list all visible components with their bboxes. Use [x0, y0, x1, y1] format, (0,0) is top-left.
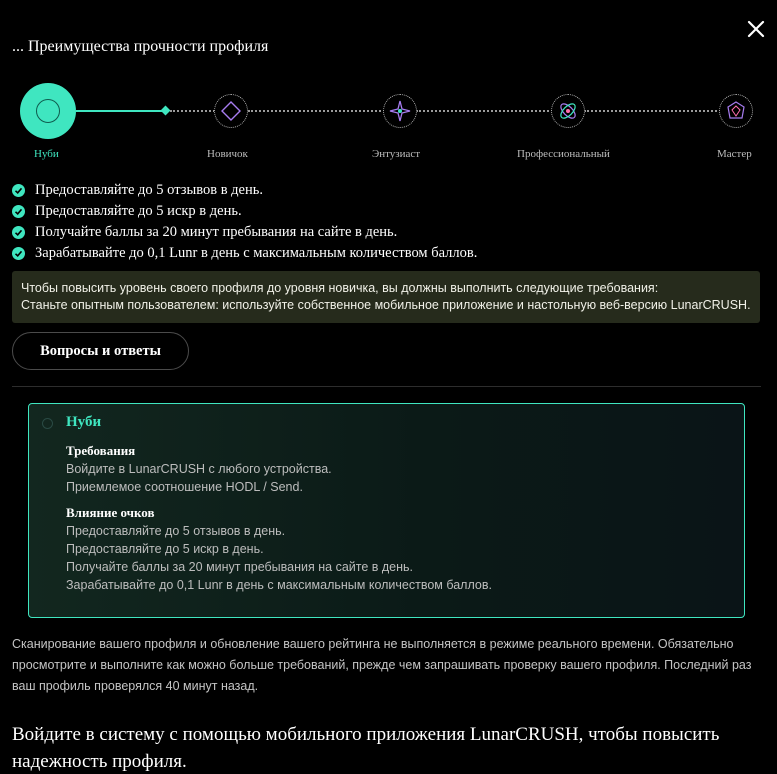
list-item [12, 222, 477, 243]
list-item [12, 180, 477, 201]
level-label-professional: Профессиональный [517, 148, 610, 160]
level-card-noob [28, 403, 745, 618]
check-icon [12, 226, 25, 239]
close-icon[interactable] [743, 16, 769, 42]
list-item [12, 201, 477, 222]
level-node-master[interactable] [719, 94, 753, 128]
level-node-noob[interactable] [20, 83, 76, 139]
progress-dotted-segment [170, 110, 218, 112]
list-item: Предоставляйте до 5 отзывов в день. [66, 524, 286, 538]
gem-icon [725, 100, 747, 122]
sparkle-icon [389, 100, 411, 122]
progress-dotted-segment [584, 110, 724, 112]
upgrade-notice [12, 271, 760, 323]
notice-line: Чтобы повысить уровень своего профиля до уровня новичка, вы должны выполнить следующие требования: [21, 281, 659, 295]
card-title: Нуби [66, 414, 102, 430]
benefit-text: Предоставляйте до 5 отзывов в день. [35, 182, 263, 198]
faq-button[interactable]: Вопросы и ответы [12, 332, 189, 370]
radio-indicator[interactable] [42, 418, 53, 429]
level-node-professional[interactable] [551, 94, 585, 128]
divider [12, 386, 761, 387]
list-item: Предоставляйте до 5 искр в день. [66, 542, 264, 556]
list-item: Приемлемое соотношение HODL / Send. [66, 480, 303, 494]
impact-list [66, 522, 492, 594]
notice-line: Станьте опытным пользователем: используйте собственное мобильное приложение и настольную веб-версию LunarCRUSH. [21, 298, 751, 312]
login-call-to-action: Войдите в систему с помощью мобильного приложения LunarCRUSH, чтобы повысить надежность профиля. [12, 724, 720, 772]
check-icon [12, 247, 25, 260]
close-button[interactable] [743, 16, 769, 42]
benefit-text: Зарабатывайте до 0,1 Lunr в день с максимальным количеством баллов. [35, 245, 478, 261]
list-item [12, 243, 477, 264]
level-node-enthusiast[interactable] [383, 94, 417, 128]
requirements-heading: Требования [66, 443, 136, 458]
page-title: ... Преимущества прочности профиля [12, 38, 269, 55]
level-label-enthusiast: Энтузиаст [372, 148, 421, 160]
level-label-novice: Новичок [207, 148, 248, 160]
progress-marker [161, 106, 171, 116]
orbit-icon [557, 100, 579, 122]
benefit-text: Получайте баллы за 20 минут пребывания на сайте в день. [35, 224, 398, 240]
progress-fill [76, 110, 166, 112]
level-label-master: Мастер [717, 148, 752, 160]
list-item: Получайте баллы за 20 минут пребывания на сайте в день. [66, 560, 414, 574]
circle-icon [36, 99, 60, 123]
benefit-text: Предоставляйте до 5 искр в день. [35, 203, 242, 219]
level-node-novice[interactable] [214, 94, 248, 128]
list-item: Зарабатывайте до 0,1 Lunr в день с максимальным количеством баллов. [66, 578, 492, 592]
level-label-noob: Нуби [34, 148, 59, 160]
progress-dotted-segment [416, 110, 556, 112]
requirements-list [66, 460, 332, 496]
benefits-list [12, 180, 477, 264]
progress-dotted-segment [248, 110, 388, 112]
level-progress-track [0, 82, 777, 172]
list-item: Войдите в LunarCRUSH с любого устройства. [66, 462, 332, 476]
check-icon [12, 205, 25, 218]
scan-footnote: Сканирование вашего профиля и обновление вашего рейтинга не выполняется в режиме реального времени. Обязательно просмотрите и выполните как можно больше требований, прежде чем запрашивать проверку вашего профиля. Последний раз ваш профиль проверялся 40 минут назад. [12, 637, 752, 693]
diamond-icon [221, 101, 241, 121]
check-icon [12, 184, 25, 197]
impact-heading: Влияние очков [66, 505, 155, 520]
